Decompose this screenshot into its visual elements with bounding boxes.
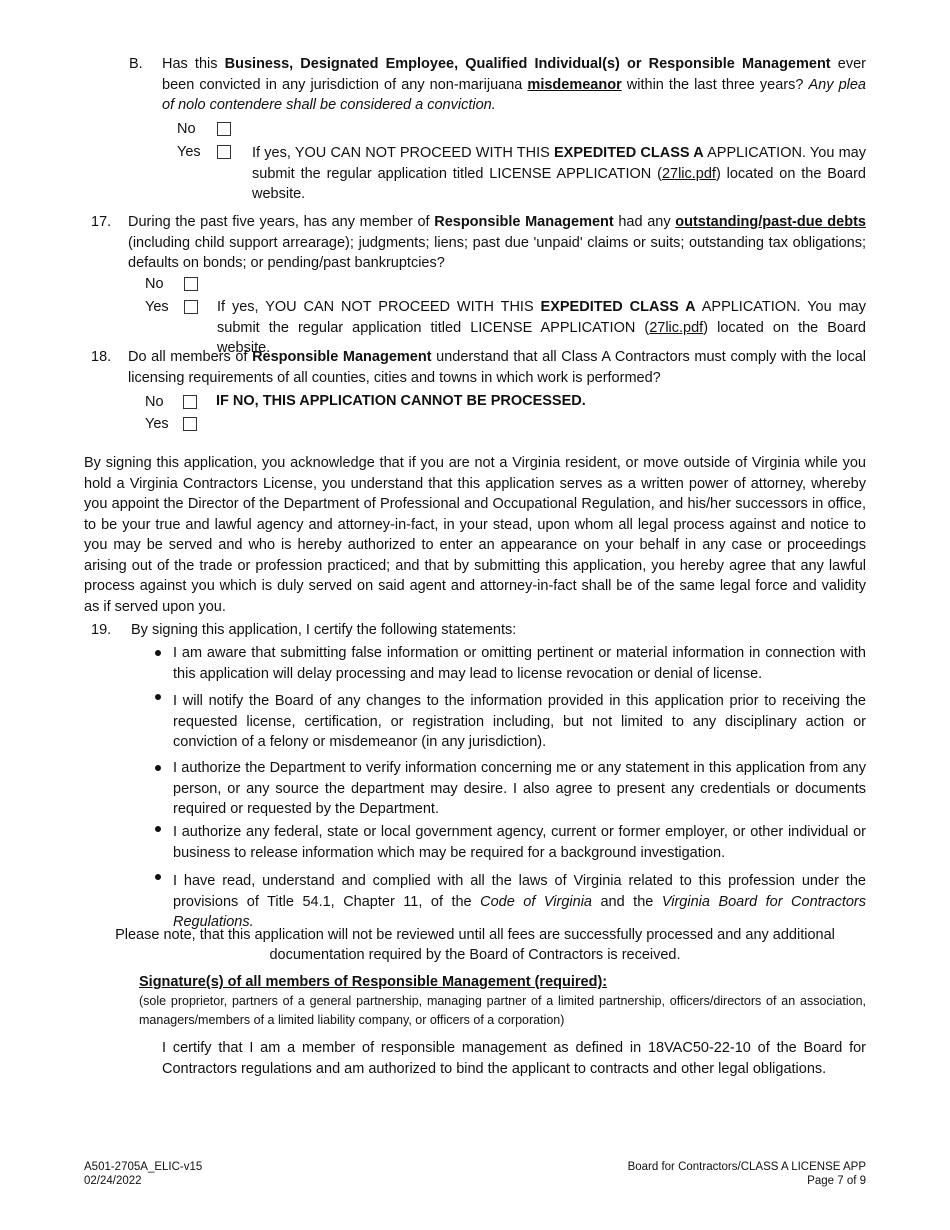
power-of-attorney-paragraph: By signing this application, you acknowledge that if you are not a Virginia resident, or move outside of Virginia while you hold a Virginia Contractors License, you understand that this application serves as a written power of attorney, whereby you appoint the Director of the Department of Professional and Occupational Regulation, and his/her successors in office, to be your true and lawful agency and attorney-in-fact, in your stead, upon whom all legal process against and notice to you may be served and who is hereby authorized to enter an appearance on your behalf in any case or proceedings arising out of the trade or profession practiced; and that by submitting this application, you hereby agree that any lawful process against you which is duly served on said agent and attorney-in-fact shall be of the same legal force and validity as if served upon you. <box>84 455 866 615</box>
bullet-dot <box>155 650 161 656</box>
signature-subtext: (sole proprietor, partners of a general partnership, managing partner of a limited partnership, officers/directors of an association, managers/members of a limited liability company, or officers of a corporation) <box>139 994 866 1027</box>
responsible-management-certification: I certify that I am a member of responsible management as defined in 18VAC50-22-10 of the Board for Contractors regulations and am authorized to bind the applicant to contracts and other legal obligations. <box>162 1040 866 1077</box>
footer-board-title: Board for Contractors/CLASS A LICENSE APP <box>627 1161 866 1173</box>
bullet-dot <box>155 874 161 880</box>
q16b-yes-note: If yes, YOU CAN NOT PROCEED WITH THIS EXPEDITED CLASS A APPLICATION. You may submit the regular application titled LICENSE APPLICATION (27lic.pdf) located on the Board website. <box>252 145 867 202</box>
footer-date: 02/24/2022 <box>84 1175 142 1187</box>
q17-no-label: No <box>145 276 164 292</box>
q18-yes-checkbox[interactable] <box>183 417 197 431</box>
q16b-yes-checkbox[interactable] <box>217 145 231 159</box>
q16b-no-label: No <box>177 121 196 137</box>
q18-number: 18. <box>91 349 112 365</box>
q17-no-checkbox[interactable] <box>184 277 198 291</box>
q19-number: 19. <box>91 622 112 638</box>
q18-no-label: No <box>145 394 164 410</box>
q18-yes-label: Yes <box>145 416 169 432</box>
q19-statement-5: I have read, understand and complied with all the laws of Virginia related to this profession under the provisions of Title 54.1, Chapter 11, of the Code of Virginia and the Virginia Board for Contractors Regulations. <box>173 873 866 930</box>
processing-note: Please note, that this application will not be reviewed until all fees are successfully processed and any additional documentation required by the Board of Contractors is received. <box>115 927 835 963</box>
q19-statement-2: I will notify the Board of any changes to the information provided in this application prior to receiving the requested license, certification, or registration including, but not limited to any disciplinary action or conviction of a felony or misdemeanor (in any jurisdiction). <box>173 693 866 750</box>
q17-number: 17. <box>91 214 112 230</box>
q18-no-warning: IF NO, THIS APPLICATION CANNOT BE PROCESSED. <box>216 393 586 409</box>
q19-statement-4: I authorize any federal, state or local government agency, current or former employer, or other individual or business to release information which may be required for a background investigation. <box>173 824 866 861</box>
q17-yes-note: If yes, YOU CAN NOT PROCEED WITH THIS EXPEDITED CLASS A APPLICATION. You may submit the regular application titled LICENSE APPLICATION (27lic.pdf) located on the Board website. <box>217 299 866 356</box>
q18-no-checkbox[interactable] <box>183 395 197 409</box>
q17-yes-label: Yes <box>145 299 169 315</box>
q16b-no-checkbox[interactable] <box>217 122 231 136</box>
q17-yes-checkbox[interactable] <box>184 300 198 314</box>
q16b-yes-label: Yes <box>177 144 201 160</box>
footer-page-number: Page 7 of 9 <box>807 1175 866 1187</box>
q16b-question: Has this Business, Designated Employee, Qualified Individual(s) or Responsible Management ever been convicted in any jurisdiction of any non-marijuana misdemeanor within the last three years? Any plea of nolo contendere shall be considered a conviction. <box>162 56 866 113</box>
q19-intro: By signing this application, I certify the following statements: <box>131 622 517 638</box>
q19-statement-3: I authorize the Department to verify information concerning me or any statement in this application from any person, or any source the department may desire. I also agree to present any credentials or documents required or requested by the Department. <box>173 760 866 817</box>
bullet-dot <box>155 694 161 700</box>
q17-question: During the past five years, has any member of Responsible Management had any outstanding/past-due debts (including child support arrearage); judgments; liens; past due 'unpaid' claims or suits; outstanding tax obligations; defaults on bonds; or pending/past bankruptcies? <box>128 214 866 271</box>
footer-form-id: A501-2705A_ELIC-v15 <box>84 1161 203 1173</box>
signature-heading: Signature(s) of all members of Responsible Management (required): <box>139 974 608 990</box>
q16b-letter: B. <box>129 56 143 72</box>
bullet-dot <box>155 826 161 832</box>
lic-pdf-link[interactable]: 27lic.pdf <box>661 165 716 182</box>
q18-question: Do all members of Responsible Management understand that all Class A Contractors must comply with the local licensing requirements of all counties, cities and towns in which work is performed? <box>128 349 866 386</box>
q19-statement-1: I am aware that submitting false information or omitting pertinent or material information in connection with this application will delay processing and may lead to license revocation or denial of license. <box>173 645 866 682</box>
lic-pdf-link[interactable]: 27lic.pdf <box>649 319 704 336</box>
bullet-dot <box>155 765 161 771</box>
